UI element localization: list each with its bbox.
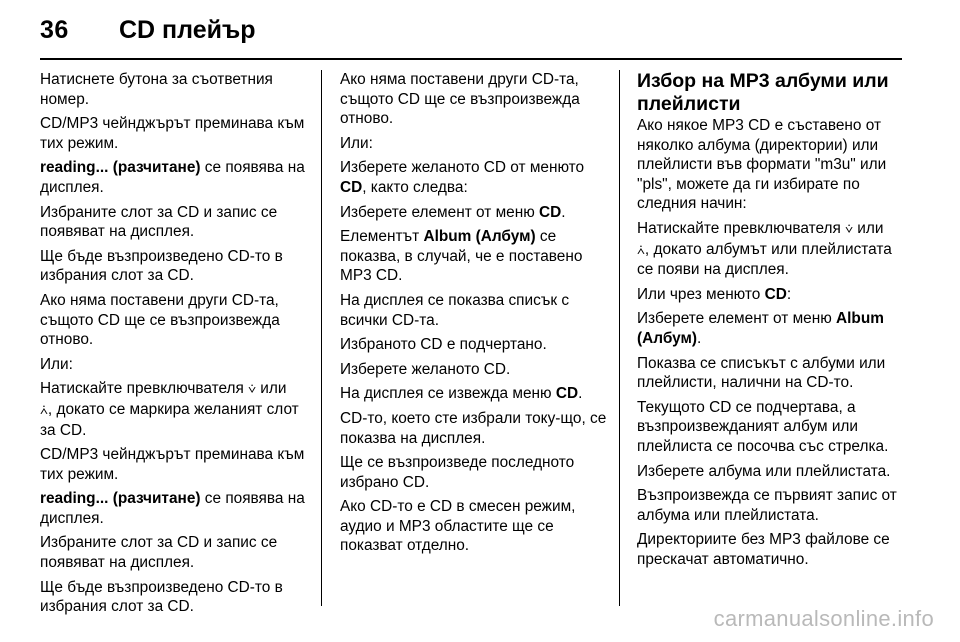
switch-down-icon: ⩑ xyxy=(40,402,48,418)
paragraph: Директориите без MP3 файлове се прескачат автоматично. xyxy=(637,531,890,568)
paragraph: На дисплея се извежда меню CD. xyxy=(340,385,583,403)
paragraph: Изберете желаното CD от менюто CD, както следва: xyxy=(340,159,585,196)
paragraph: Ако няма поставени други CD-та, същото CD ще се възпроизвежда отново. xyxy=(340,71,580,128)
column-2 xyxy=(340,70,608,561)
paragraph: Или: xyxy=(40,355,73,373)
paragraph: Избраните слот за CD и запис се появяват на дисплея. xyxy=(40,534,278,572)
display-message: reading... (разчитане) xyxy=(40,490,201,508)
paragraph: Или: xyxy=(340,134,373,152)
paragraph: Или чрез менюто CD: xyxy=(637,285,792,303)
column-divider-1 xyxy=(321,70,322,606)
page-header xyxy=(0,0,960,58)
paragraph: Ще се възпроизведе последното избрано CD. xyxy=(340,454,575,491)
column-1 xyxy=(40,70,312,622)
header-divider xyxy=(40,58,902,60)
paragraph: Изберете албума или плейлистата. xyxy=(637,462,891,480)
menu-name: CD xyxy=(764,285,787,303)
paragraph: Натискайте превключвателя ⩒ или ⩑, докато албумът или плейлистата се появи на дисплея. xyxy=(637,219,892,279)
paragraph: На дисплея се показва списък с всички CD-та. xyxy=(340,291,570,329)
menu-name: CD xyxy=(555,385,579,403)
watermark: carmanualsonline.info xyxy=(713,606,934,631)
paragraph: Ще бъде възпроизведено CD-то в избрания слот за CD. xyxy=(40,247,283,285)
paragraph: Ако CD-то е CD в смесен режим, аудио и MP3 областите ще се показват отделно. xyxy=(340,498,576,555)
menu-item-name: Album (Албум) xyxy=(423,228,536,246)
paragraph: Елементът Album (Албум) се показва, в случай, че е поставено MP3 CD. xyxy=(340,228,583,285)
paragraph: reading... (разчитане) се появява на дисплея. xyxy=(40,159,305,196)
display-message: reading... (разчитане) xyxy=(40,159,201,177)
paragraph: Изберете елемент от меню CD. xyxy=(340,203,566,221)
column-divider-2 xyxy=(619,70,620,606)
paragraph: Избраните слот за CD и запис се появяват на дисплея. xyxy=(40,203,278,241)
paragraph: CD-то, което сте избрали току-що, се показва на дисплея. xyxy=(340,409,607,447)
paragraph: reading... (разчитане) се появява на дисплея. xyxy=(40,490,305,527)
paragraph: CD/MP3 чейнджърът преминава към тих режим. xyxy=(40,446,305,483)
switch-down-icon: ⩑ xyxy=(637,242,645,258)
paragraph: Натискайте превключвателя ⩒ или ⩑, докато се маркира желаният слот за CD. xyxy=(40,380,299,439)
paragraph: Ако няма поставени други CD-та, същото CD ще се възпроизвежда отново. xyxy=(40,291,280,349)
paragraph: Ако някое MP3 CD е съставено от няколко албума (директории) или плейлисти във формати "m3u" или "pls", можете да ги избирате по следния начин: xyxy=(637,117,887,213)
switch-up-icon: ⩒ xyxy=(248,382,257,398)
paragraph: Текущото CD се подчертава, а възпроизвежданият албум или плейлиста се посочва със стрелка. xyxy=(637,398,889,455)
paragraph: CD/MP3 чейнджърът преминава към тих режим. xyxy=(40,115,305,152)
page-number: 36 xyxy=(40,16,69,44)
menu-name: CD xyxy=(539,203,562,221)
switch-up-icon: ⩒ xyxy=(845,221,854,237)
paragraph: Ще бъде възпроизведено CD-то в избрания слот за CD. xyxy=(40,578,283,616)
paragraph: Изберете елемент от меню Album (Албум). xyxy=(637,310,884,347)
paragraph: Показва се списъкът с албуми или плейлисти, налични на CD-то. xyxy=(637,354,886,392)
page-title: CD плейър xyxy=(119,16,256,44)
menu-item-name: Album (Албум) xyxy=(637,310,884,347)
column-3 xyxy=(637,70,907,574)
paragraph: Изберете желаното CD. xyxy=(340,360,511,378)
section-heading: Избор на MP3 албуми или плейлисти xyxy=(637,70,889,115)
paragraph: Избраното CD е подчертано. xyxy=(340,336,547,354)
paragraph: Натиснете бутона за съответния номер. xyxy=(40,71,273,108)
paragraph: Възпроизвежда се първият запис от албума или плейлистата. xyxy=(637,487,897,524)
menu-name: CD xyxy=(340,178,363,196)
